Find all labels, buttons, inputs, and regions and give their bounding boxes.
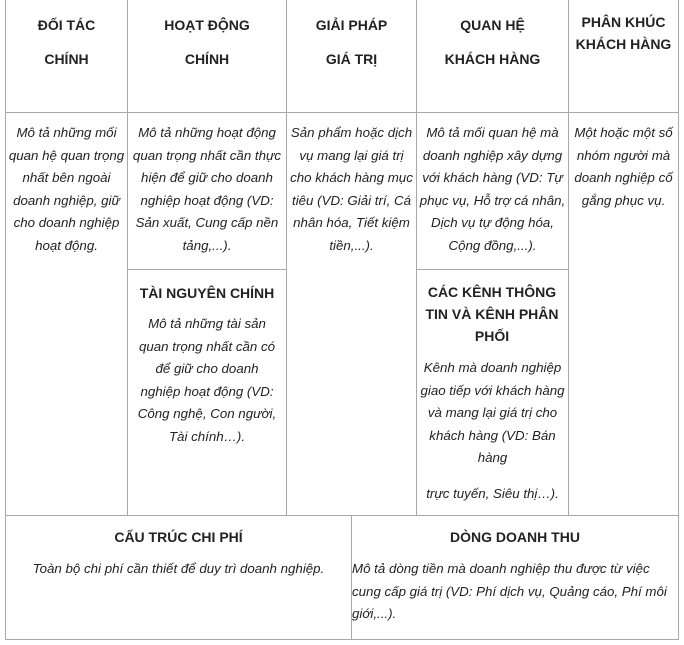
revenue-header: DÒNG DOANH THU [450, 529, 580, 545]
resources-text: Mô tả những tài sản quan trọng nhất cần có để giữ cho doanh nghiệp hoạt động (VD: Công nghệ, Con người, Tài chính…). [137, 316, 277, 444]
divider [127, 269, 286, 270]
divider [5, 112, 678, 113]
partners-text: Mô tả những mối quan hệ quan trọng nhất bên ngoài doanh nghiệp, giữ cho doanh nghiệp hoạt động. [8, 125, 125, 253]
segments-text: Một hoặc một số nhóm người mà doanh nghiệp cố gắng phục vụ. [574, 125, 673, 208]
channels-text-2: trực tuyến, Siêu thị…). [426, 486, 559, 501]
value-text: Sản phẩm hoặc dịch vụ mang lại giá trị cho khách hàng mục tiêu (VD: Giải trí, Cá nhân hóa, Tiết kiệm tiền,...). [290, 125, 413, 253]
segments-header: PHÂN KHÚC KHÁCH HÀNG [575, 14, 672, 52]
resources-header: TÀI NGUYÊN CHÍNH [139, 285, 275, 301]
costs-text: Toàn bộ chi phí cần thiết để duy trì doanh nghiệp. [32, 561, 325, 576]
divider [5, 639, 678, 640]
divider [416, 0, 417, 516]
partners-header: ĐỐI TÁC CHÍNH [37, 17, 96, 67]
costs-header: CẤU TRÚC CHI PHÍ [114, 529, 243, 545]
divider [5, 515, 678, 516]
activities-header: HOẠT ĐỘNG CHÍNH [164, 17, 250, 67]
channels-text: Kênh mà doanh nghiệp giao tiếp với khách hàng và mang lại giá trị cho khách hàng (VD: Bán hàng [420, 360, 565, 466]
relationships-text: Mô tả mối quan hệ mà doanh nghiệp xây dựng với khách hàng (VD: Tự phục vụ, Hỗ trợ cá nhân, Dịch vụ tự động hóa, Cộng đồng,...). [419, 125, 566, 253]
divider [416, 269, 568, 270]
activities-text: Mô tả những hoạt động quan trọng nhất cần thực hiện để giữ cho doanh nghiệp hoạt động (VD: Sản xuất, Cung cấp nền tảng,...). [132, 125, 282, 253]
divider [286, 0, 287, 516]
value-header: GIẢI PHÁP GIÁ TRỊ [315, 17, 388, 67]
relationships-header: QUAN HỆ KHÁCH HÀNG [444, 17, 541, 67]
revenue-text: Mô tả dòng tiền mà doanh nghiệp thu được từ việc cung cấp giá trị (VD: Phí dịch vụ, Quảng cáo, Phí môi giới,...). [352, 561, 667, 622]
divider [568, 0, 569, 516]
divider [127, 0, 128, 516]
divider [678, 0, 679, 640]
channels-header: CÁC KÊNH THÔNG TIN VÀ KÊNH PHÂN PHỐI [425, 284, 559, 344]
